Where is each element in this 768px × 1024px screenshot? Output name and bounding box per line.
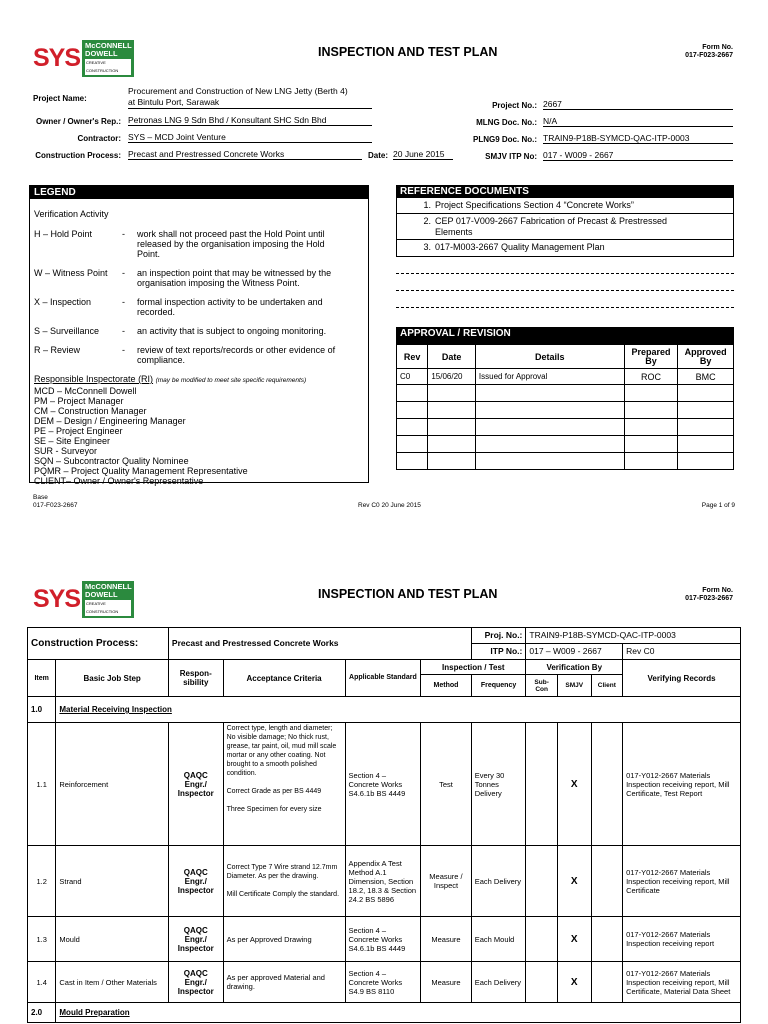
plng-label: PLNG9 Doc. No.: [472,135,537,144]
approval-cell: Issued for Approval [475,369,624,385]
header-standard: Applicable Standard [345,660,421,697]
contractor-value: SYS – MCD Joint Venture [128,132,372,143]
plng-value: TRAIN9-P18B-SYMCD-QAC-ITP-0003 [543,133,733,144]
smjv-value: 017 - W009 - 2667 [543,150,733,161]
project-no-value: 2667 [543,99,733,110]
row-criteria [223,917,345,962]
reference-documents [396,185,734,308]
form-number [685,587,733,603]
section-title: Mould Preparation [56,1003,741,1023]
logo-mcconnell: McCONNELL [85,41,132,50]
row-subcon [526,962,558,1003]
smjv-label: SMJV ITP No: [485,152,537,161]
row-records: 017-Y012-2667 Materials Inspection receiving report, Mill Certificate, Material Data Sheet [623,962,741,1003]
reference-blank-row [396,257,734,274]
header-basic-job-step: Basic Job Step [56,660,169,697]
legend-dash: - [122,297,125,307]
criteria-line: As per Approved Drawing [226,934,312,944]
legend-item [34,345,364,365]
row-frequency: Each Delivery [471,846,526,917]
row-method: Measure [421,917,471,962]
approval-header: Details [475,345,624,369]
reference-number: 1. [423,200,431,210]
contractor-label: Contractor: [77,134,121,143]
row-subcon [526,723,558,846]
row-subcon [526,917,558,962]
page-2 [0,540,768,1024]
ri-item: PE – Project Engineer [34,426,123,436]
approval-cell: ROC [624,369,678,385]
approval-blank-row [397,436,734,453]
row-standard: Appendix A Test Method A.1 Dimension, Section 18.2, 18.3 & Section 24.2 BS 5896 [345,846,421,917]
footer-revision: Rev C0 20 June 2015 [358,502,421,509]
reference-item [396,198,734,214]
page-title: INSPECTION AND TEST PLAN [318,45,498,59]
company-logo [33,40,134,77]
header-client: Client [591,675,623,697]
row-method: Measure [421,962,471,1003]
ri-item: CLIENT– Owner / Owner's Representative [34,476,204,486]
ri-item: DEM – Design / Engineering Manager [34,416,186,426]
legend-dash: - [122,229,125,239]
row-method: Test [421,723,471,846]
logo-sys: SYS [33,585,81,613]
owner-label: Owner / Owner's Rep.: [35,117,121,126]
project-name-value [128,86,372,109]
row-client [591,723,623,846]
row-records: 017-Y012-2667 Materials Inspection receiving report [623,917,741,962]
reference-heading: REFERENCE DOCUMENTS [396,185,734,198]
row-smjv: X [557,962,591,1003]
row-client [591,962,623,1003]
reference-text: CEP 017-V009-2667 Fabrication of Precast & Prestressed Elements [435,216,667,237]
itp-no-label: ITP No.: [471,644,526,660]
logo-mcd [82,40,134,77]
process-label: Construction Process: [35,151,121,160]
construction-process-value: Precast and Prestressed Concrete Works [168,628,471,660]
row-responsibility: QAQC Engr./ Inspector [168,962,223,1003]
row-responsibility: QAQC Engr./ Inspector [168,917,223,962]
table-row [28,723,741,846]
reference-text: 017-M003-2667 Quality Management Plan [435,242,605,252]
row-standard: Section 4 – Concrete Works S4.6.1b BS 4449 [345,917,421,962]
reference-item [396,214,734,240]
project-name-line2: at Bintulu Port, Sarawak [128,97,220,107]
row-standard: Section 4 – Concrete Works S4.6.1b BS 4449 [345,723,421,846]
table-row [28,917,741,962]
logo-sys: SYS [33,44,81,72]
row-frequency: Each Mould [471,917,526,962]
ri-note: (may be modified to meet site specific requirements) [155,377,307,384]
project-name-line1: Procurement and Construction of New LNG Jetty (Berth 4) [128,86,348,96]
legend-item [34,229,364,259]
criteria-line: Correct type, length and diameter; No visible damage; No thick rust, grease, tar paint, oil, mud mill scale mortar or any other coating. Not brought to a smooth polished condition. [226,725,337,777]
row-criteria [223,723,345,846]
header-responsibility: Respon-sibility [168,660,223,697]
construction-process-label: Construction Process: [28,628,169,660]
logo-dowell: DOWELL [85,590,118,599]
row-standard: Section 4 – Concrete Works S4.9 BS 8110 [345,962,421,1003]
legend-text: an inspection point that may be witnessed by the organisation imposing the Witness Point. [137,268,332,288]
itp-table [27,627,741,1023]
form-no-label: Form No. [702,587,733,594]
row-frequency: Each Delivery [471,962,526,1003]
legend-key: R – Review [34,345,81,355]
itp-no-value: 017 – W009 - 2667 [526,644,623,660]
header-frequency: Frequency [471,675,526,697]
process-value: Precast and Prestressed Concrete Works [128,149,362,160]
row-item: 1.2 [28,846,56,917]
approval-table [396,344,734,470]
row-step: Cast in Item / Other Materials [56,962,169,1003]
criteria-line: Correct Type 7 Wire strand 12.7mm Diameter. As per the drawing. [226,864,338,880]
row-records: 017-Y012-2667 Materials Inspection receiving report, Mill Certificate, Test Report [623,723,741,846]
approval-revision [396,327,734,470]
rev-value: Rev C0 [623,644,741,660]
row-item: 1.4 [28,962,56,1003]
legend-text: work shall not proceed past the Hold Point until released by the organisation imposing the Hold Point. [137,229,325,259]
header-method: Method [421,675,471,697]
footer-page: Page 1 of 9 [701,502,735,509]
header-subcon: Sub-Con [526,675,558,697]
header-smjv: SMJV [557,675,591,697]
form-number [685,44,733,60]
section-number: 2.0 [28,1003,56,1023]
row-item: 1.1 [28,723,56,846]
proj-no-value: TRAIN9-P18B-SYMCD-QAC-ITP-0003 [526,628,741,644]
form-no-value: 017-F023-2667 [685,595,733,602]
date-value: 20 June 2015 [393,149,453,160]
legend-box [29,185,369,486]
reference-blank-row [396,274,734,291]
approval-blank-row [397,385,734,402]
approval-cell: BMC [678,369,734,385]
ri-item: SUR - Surveyor [34,446,98,456]
ri-item: PQMR – Project Quality Management Representative [34,466,248,476]
approval-heading: APPROVAL / REVISION [396,327,734,344]
logo-mcconnell: McCONNELL [85,582,132,591]
legend-key: X – Inspection [34,297,92,307]
row-smjv: X [557,917,591,962]
logo-tagline: CREATIVE CONSTRUCTION [85,59,131,75]
ri-heading: Responsible Inspectorate (RI) [34,374,154,384]
reference-item [396,240,734,257]
row-criteria [223,962,345,1003]
approval-header: Rev [397,345,428,369]
legend-text: review of text reports/records or other evidence of compliance. [137,345,336,365]
row-client [591,846,623,917]
approval-header: Date [428,345,476,369]
criteria-line: Correct Grade as per BS 4449 [226,788,322,795]
legend-key: S – Surveillance [34,326,100,336]
row-frequency: Every 30 Tonnes Delivery [471,723,526,846]
legend-text: an activity that is subject to ongoing monitoring. [137,326,327,336]
header-item: Item [28,660,56,697]
section-number: 1.0 [28,697,56,723]
page-title: INSPECTION AND TEST PLAN [318,587,498,601]
company-logo [33,581,134,618]
form-no-label: Form No. [702,44,733,51]
approval-cell: 15/06/20 [428,369,476,385]
legend-dash: - [122,268,125,278]
reference-number: 3. [423,242,431,252]
row-step: Mould [56,917,169,962]
reference-text: Project Specifications Section 4 “Concrete Works” [435,200,634,210]
approval-header: Prepared By [624,345,678,369]
ri-heading-row [34,374,364,386]
ri-item: CM – Construction Manager [34,406,147,416]
legend-heading: LEGEND [30,186,368,199]
owner-value: Petronas LNG 9 Sdn Bhd / Konsultant SHC Sdn Bhd [128,115,372,126]
row-criteria [223,846,345,917]
reference-blank-row [396,291,734,308]
reference-number: 2. [423,216,431,226]
approval-blank-row [397,402,734,419]
row-item: 1.3 [28,917,56,962]
row-client [591,917,623,962]
legend-key: W – Witness Point [34,268,108,278]
footer-base: Base [33,494,48,501]
project-name-label: Project Name: [33,94,87,103]
legend-item [34,268,364,288]
ri-list [34,386,364,486]
page-footer [33,494,735,510]
ri-item: MCD – McConnell Dowell [34,386,137,396]
row-records: 017-Y012-2667 Materials Inspection receiving report, Mill Certificate [623,846,741,917]
row-method: Measure / Inspect [421,846,471,917]
criteria-line: Three Specimen for every size [226,806,322,813]
form-no-value: 017-F023-2667 [685,52,733,59]
header-verification: Verification By [526,660,623,675]
footer-form-no: 017-F023-2667 [33,502,78,509]
ri-item: SE – Site Engineer [34,436,111,446]
legend-intro: Verification Activity [34,209,109,219]
ri-item: SQN – Subcontractor Quality Nominee [34,456,189,466]
proj-no-label: Proj. No.: [471,628,526,644]
mlng-label: MLNG Doc. No.: [476,118,537,127]
mlng-value: N/A [543,116,733,127]
row-responsibility: QAQC Engr./ Inspector [168,723,223,846]
legend-key: H – Hold Point [34,229,93,239]
legend-item [34,326,364,336]
logo-tagline: CREATIVE CONSTRUCTION [85,600,131,616]
row-step: Strand [56,846,169,917]
legend-dash: - [122,326,125,336]
header-acceptance: Acceptance Criteria [223,660,345,697]
header-inspection: Inspection / Test [421,660,526,675]
ri-item: PM – Project Manager [34,396,124,406]
row-responsibility: QAQC Engr./ Inspector [168,846,223,917]
legend-item [34,297,364,317]
section-row [28,697,741,723]
criteria-line: Mill Certificate Comply the standard. [226,891,340,898]
section-title: Material Receiving Inspection [56,697,741,723]
row-smjv: X [557,846,591,917]
approval-row [397,369,734,385]
legend-dash: - [122,345,125,355]
logo-mcd [82,581,134,618]
approval-header: Approved By [678,345,734,369]
legend-text: formal inspection activity to be undertaken and recorded. [137,297,323,317]
approval-blank-row [397,419,734,436]
table-row [28,962,741,1003]
header-records: Verifying Records [623,660,741,697]
date-label: Date: [368,151,389,160]
row-smjv: X [557,723,591,846]
project-no-label: Project No.: [492,101,537,110]
row-step: Reinforcement [56,723,169,846]
row-subcon [526,846,558,917]
approval-cell: C0 [397,369,428,385]
table-row [28,846,741,917]
logo-dowell: DOWELL [85,49,118,58]
criteria-line: As per approved Material and drawing. [226,973,325,991]
approval-blank-row [397,453,734,470]
section-row [28,1003,741,1023]
